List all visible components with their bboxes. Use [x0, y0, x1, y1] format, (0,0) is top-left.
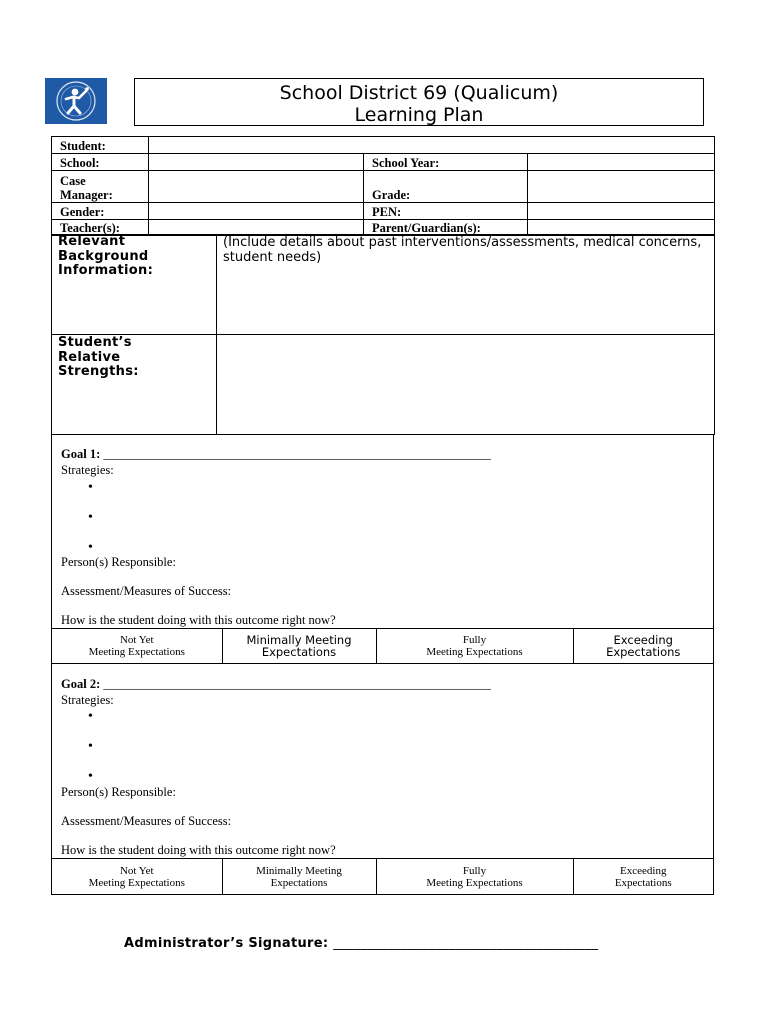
- rating-not-yet[interactable]: Not Yet Meeting Expectations: [88, 634, 185, 658]
- parents-label: Parent/Guardian(s):: [364, 220, 528, 236]
- goal-2-section: [51, 663, 714, 895]
- student-field[interactable]: [149, 137, 715, 154]
- case-manager-field[interactable]: [149, 171, 364, 203]
- goal-2-strategies: Strategies:: [61, 693, 114, 707]
- rating-exceeding[interactable]: Exceeding Expectations: [573, 859, 713, 895]
- rating-exceeding[interactable]: Exceeding Expectations: [573, 629, 713, 664]
- pen-field[interactable]: [528, 203, 715, 220]
- rating-fully-meeting[interactable]: Fully Meeting Expectations: [376, 629, 573, 664]
- rating-fully-meeting[interactable]: Fully Meeting Expectations: [376, 859, 573, 895]
- grade-label: Grade:: [364, 171, 528, 203]
- goal-1-section: [51, 434, 714, 664]
- school-year-field[interactable]: [528, 154, 715, 171]
- goal-2-line[interactable]: ______________________________________________________________: [103, 677, 491, 691]
- goal-2-bullet[interactable]: •: [88, 769, 93, 784]
- goal-1-label: Goal 1:: [61, 447, 101, 461]
- rating-minimally-meeting[interactable]: Minimally Meeting Expectations: [222, 859, 376, 895]
- background-hint: (Include details about past interventions/assessments, medical concerns, student needs): [223, 235, 702, 265]
- goal-2-label: Goal 2:: [61, 677, 101, 691]
- goal-1-row: [61, 447, 491, 462]
- background-field[interactable]: [217, 235, 715, 335]
- district-logo: [45, 78, 107, 124]
- strengths-field[interactable]: [217, 335, 715, 435]
- student-info-table: [51, 136, 715, 236]
- title-box: [134, 78, 704, 126]
- school-year-label: School Year:: [364, 154, 528, 171]
- goal-2-row: [61, 677, 491, 692]
- school-label: School:: [52, 154, 149, 171]
- student-label: Student:: [52, 137, 149, 154]
- goal-1-line[interactable]: ______________________________________________________________: [103, 447, 491, 461]
- plan-title: Learning Plan: [354, 104, 484, 126]
- gender-label: Gender:: [52, 203, 149, 220]
- goal-1-bullet[interactable]: •: [88, 510, 93, 525]
- rating-minimally-meeting[interactable]: Minimally Meeting Expectations: [222, 629, 376, 664]
- rating-not-yet[interactable]: Not Yet Meeting Expectations: [88, 864, 185, 889]
- district-title: School District 69 (Qualicum): [279, 82, 559, 104]
- gender-field[interactable]: [149, 203, 364, 220]
- goal-1-bullet[interactable]: •: [88, 540, 93, 555]
- case-manager-label: Case Manager:: [52, 171, 149, 203]
- goal-2-bullet[interactable]: •: [88, 739, 93, 754]
- goal-2-bullet[interactable]: •: [88, 709, 93, 724]
- signature-row: [124, 936, 598, 951]
- grade-field[interactable]: [528, 171, 715, 203]
- goal-1-question: How is the student doing with this outcome right now?: [61, 613, 336, 627]
- goal-1-bullet[interactable]: •: [88, 480, 93, 495]
- goal-2-assessment: Assessment/Measures of Success:: [61, 814, 232, 828]
- goal-1-rating-scale: [52, 628, 713, 663]
- signature-label: Administrator’s Signature:: [124, 936, 329, 951]
- school-field[interactable]: [149, 154, 364, 171]
- goal-1-strategies: Strategies:: [61, 463, 114, 477]
- teachers-label: Teacher(s):: [52, 220, 149, 236]
- goal-1-responsible: Person(s) Responsible:: [61, 555, 176, 569]
- strengths-label: Student’s Relative Strengths:: [52, 335, 217, 435]
- district-logo-icon: [45, 78, 107, 124]
- goal-1-assessment: Assessment/Measures of Success:: [61, 584, 232, 598]
- goal-2-rating-scale: [52, 858, 713, 894]
- goal-2-question: How is the student doing with this outcome right now?: [61, 843, 336, 857]
- pen-label: PEN:: [364, 203, 528, 220]
- background-label: Relevant Background Information:: [52, 235, 217, 335]
- goal-2-responsible: Person(s) Responsible:: [61, 785, 176, 799]
- background-table: [51, 234, 715, 435]
- signature-line[interactable]: _______________________________________: [333, 936, 599, 951]
